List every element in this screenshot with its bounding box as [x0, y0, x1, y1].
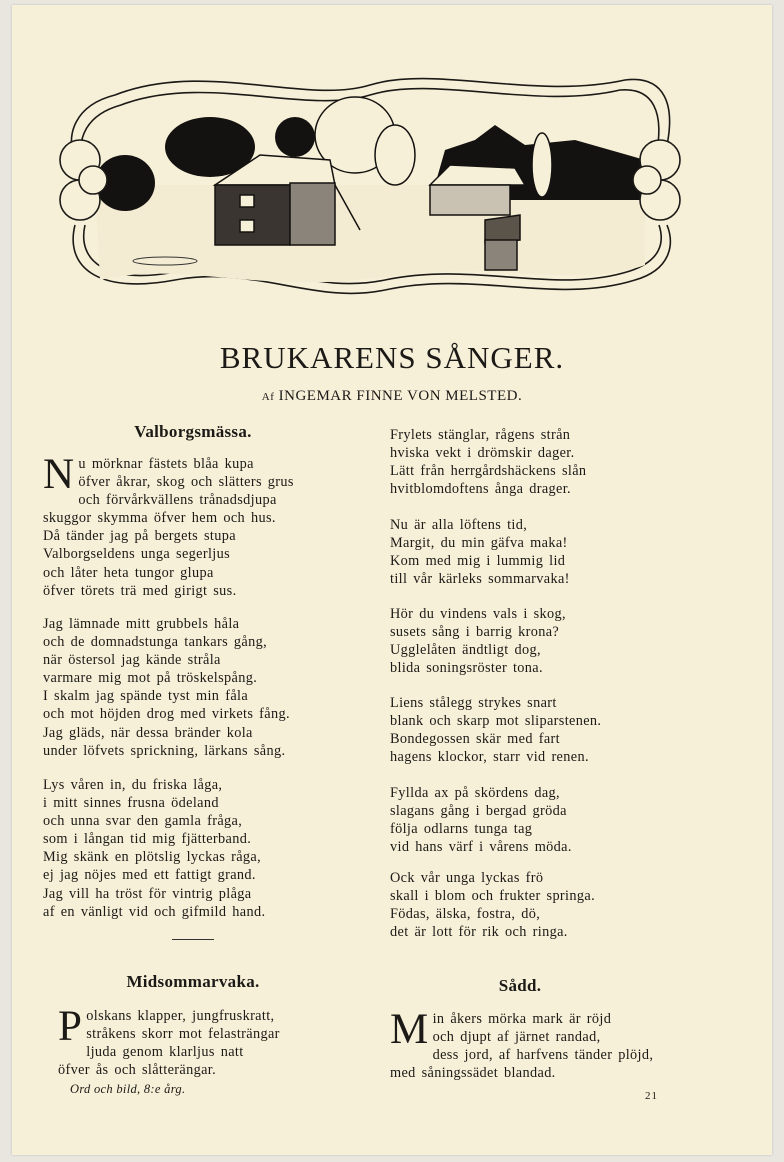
- poem-line: Margit, du min gäfva maka!: [390, 535, 568, 552]
- poem-line: Lätt från herrgårdshäckens slån: [390, 463, 587, 480]
- poem-line: Frylets stänglar, rågens strån: [390, 427, 571, 443]
- poem-line: följa odlarns tunga tag: [390, 821, 533, 838]
- poem-stanza: [390, 516, 570, 588]
- poem-line: under löfvets sprickning, lärkans sång.: [43, 742, 286, 759]
- poem-line: Då tänder jag på bergets stupa: [43, 528, 236, 545]
- poem-line: som i långan tid mig fjätterband.: [43, 831, 252, 848]
- poem-line: och låter heta tungor glupa: [43, 564, 214, 581]
- poem-line: I skalm jag spände tyst min fåla: [43, 688, 249, 705]
- poem-line: Liens stålegg strykes snart: [390, 695, 557, 711]
- poem-line: öfver åkrar, skog och slätters grus: [78, 474, 294, 491]
- poem-line: vid hans värf i vårens möda.: [390, 839, 572, 856]
- poem-stanza: [43, 776, 265, 921]
- poem-heading-sadd: Sådd.: [498, 976, 542, 995]
- poem-line: hviska vekt i drömskir dager.: [390, 445, 575, 462]
- poem-line: med såningssädet blandad.: [390, 1065, 556, 1082]
- poem-line: Hör du vindens vals i skog,: [390, 606, 566, 622]
- header-illustration: [55, 65, 685, 305]
- poem-line: ljuda genom klarljus natt: [86, 1044, 244, 1061]
- poem-line: Jag vill ha tröst för vintrig plåga: [43, 885, 252, 902]
- poem-line: Nu är alla löftens tid,: [390, 517, 528, 533]
- poem-line: blank och skarp mot sliparstenen.: [390, 713, 602, 730]
- poem-line: och mot höjden drog med virkets fång.: [43, 706, 290, 723]
- poem-line: öfver ås och slåtterängar.: [58, 1062, 217, 1079]
- page-title: BRUKARENS SÅNGER.: [219, 340, 565, 375]
- poem-heading-midsommarvaka: Midsommarvaka.: [126, 972, 260, 991]
- poem-line: Lys våren in, du friska låga,: [43, 777, 223, 793]
- poem-line: skall i blom och frukter springa.: [390, 888, 595, 905]
- poem-stanza: [43, 451, 294, 600]
- byline: [0, 388, 784, 405]
- poem-line: Bondegossen skär med fart: [390, 731, 560, 748]
- poem-line: när östersol jag kände stråla: [43, 652, 221, 669]
- poem-line: och de domnadstunga tankars gång,: [43, 634, 268, 651]
- poem-line: Kom med mig i lummig lid: [390, 553, 566, 570]
- poem-heading-valborgsmassa: Valborgsmässa.: [134, 422, 252, 441]
- poem-line: Ock vår unga lyckas frö: [390, 870, 544, 886]
- poem-line: u mörknar fästets blåa kupa: [78, 456, 254, 472]
- poem-line: af en vänligt vid och gifmild hand.: [43, 903, 266, 920]
- poem-line: slagans gång i bergad gröda: [390, 803, 567, 820]
- poem-line: och djupt af järnet randad,: [432, 1029, 601, 1046]
- poem-line: och förvårkvällens trånadsdjupa: [78, 492, 277, 509]
- poem-stanza: [58, 1003, 280, 1079]
- poem-line: dess jord, af harfvens tänder plöjd,: [432, 1047, 654, 1064]
- poem-line: hagens klockor, starr vid renen.: [390, 749, 589, 766]
- drop-cap: N: [43, 451, 75, 498]
- poem-line: till vår kärleks sommarvaka!: [390, 571, 570, 588]
- page-number: 21: [645, 1090, 658, 1102]
- poem-stanza: [390, 1006, 654, 1082]
- poem-stanza: [390, 694, 601, 766]
- poem-line: Valborgseldens unga segerljus: [43, 546, 231, 563]
- poem-line: in åkers mörka mark är röjd: [432, 1011, 612, 1027]
- poem-line: susets sång i barrig krona?: [390, 624, 560, 641]
- poem-line: olskans klapper, jungfruskratt,: [86, 1008, 275, 1024]
- poem-line: det är lott för rik och ringa.: [390, 924, 568, 941]
- section-divider: [172, 939, 214, 940]
- poem-stanza: [390, 869, 595, 941]
- poem-line: Födas, älska, fostra, dö,: [390, 906, 541, 923]
- poem-line: hvitblomdoftens ånga drager.: [390, 481, 571, 498]
- byline-prefix: Af: [261, 391, 275, 403]
- poem-line: ej jag nöjes med ett fattigt grand.: [43, 867, 256, 884]
- poem-line: blida soningsröster tona.: [390, 660, 543, 677]
- poem-line: Jag lämnade mitt grubbels håla: [43, 616, 240, 632]
- poem-stanza: [390, 784, 572, 856]
- poem-line: öfver törets trä med girigt sus.: [43, 582, 237, 599]
- drop-cap: P: [58, 1003, 83, 1050]
- poem-line: stråkens skorr mot felasträngar: [86, 1026, 280, 1043]
- poem-stanza: [390, 426, 586, 498]
- poem-line: skuggor skymma öfver hem och hus.: [43, 510, 276, 527]
- poem-line: Ugglelåten ändtligt dog,: [390, 642, 541, 659]
- poem-line: Fyllda ax på skördens dag,: [390, 785, 560, 801]
- poem-line: varmare mig mot på tröskelspång.: [43, 670, 258, 687]
- byline-author: INGEMAR FINNE VON MELSTED.: [278, 388, 523, 404]
- poem-line: i mitt sinnes frusna ödeland: [43, 795, 219, 812]
- source-note: Ord och bild, 8:e årg.: [70, 1082, 186, 1096]
- poem-stanza: [390, 605, 566, 677]
- drop-cap: M: [390, 1006, 429, 1053]
- poem-line: Jag gläds, när dessa bränder kola: [43, 724, 253, 741]
- poem-line: och unna svar den gamla fråga,: [43, 813, 243, 830]
- poem-stanza: [43, 615, 290, 760]
- poem-line: Mig skänk en plötslig lyckas råga,: [43, 849, 262, 866]
